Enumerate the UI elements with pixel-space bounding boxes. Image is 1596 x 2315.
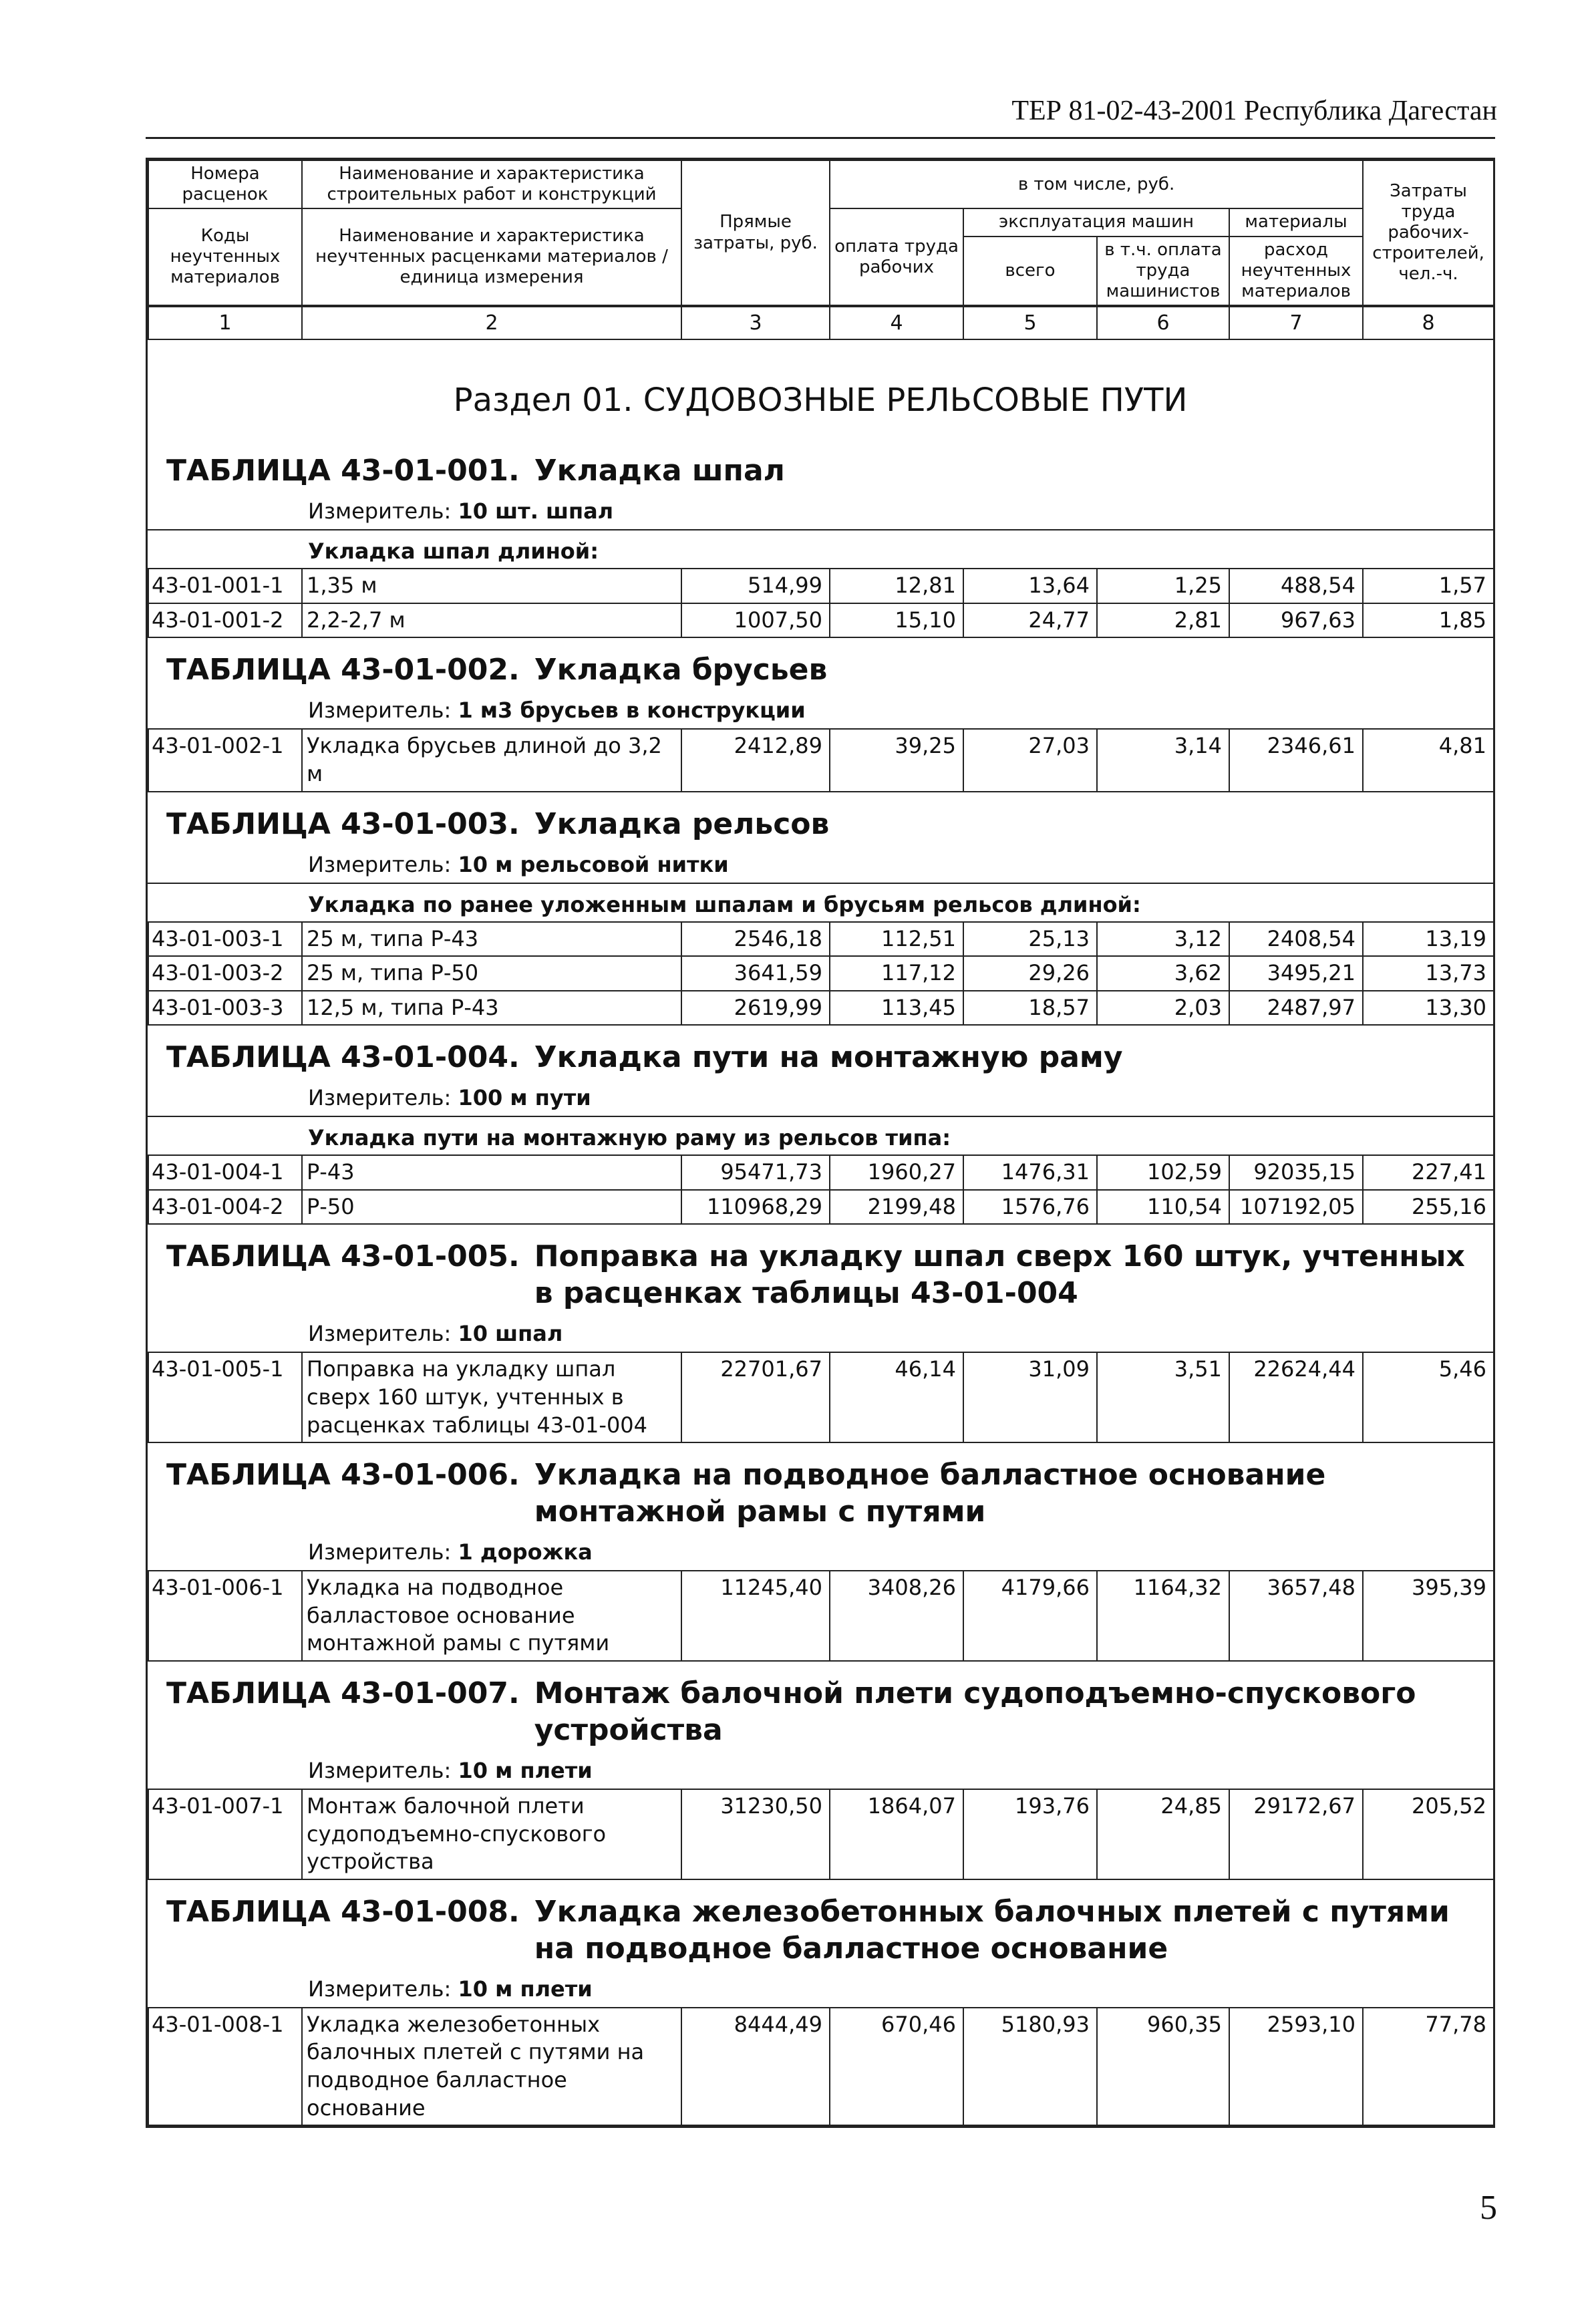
cell-name: Поправка на укладку шпал сверх 160 штук, учтенных в расценках таблицы 43-01-004 <box>302 1352 681 1442</box>
header-materials: материалы <box>1229 208 1363 236</box>
table-row <box>148 1352 1494 1442</box>
cell-code: 43-01-001-1 <box>148 569 302 603</box>
cell-direct: 1007,50 <box>681 603 830 638</box>
rate-rows <box>148 1154 1494 1225</box>
table-row <box>148 603 1494 638</box>
meter-label: Измеритель: <box>308 1085 452 1111</box>
cell-drivers: 1164,32 <box>1097 1571 1229 1661</box>
cell-wage: 2199,48 <box>830 1190 963 1225</box>
cell-materials: 92035,15 <box>1229 1155 1363 1190</box>
table-title <box>148 1026 1493 1081</box>
rate-table-block <box>148 1662 1493 1880</box>
cell-wage: 46,14 <box>830 1352 963 1442</box>
cell-name: 25 м, типа Р-43 <box>302 922 681 957</box>
header-machines: эксплуатация машин <box>963 208 1229 236</box>
cell-drivers: 110,54 <box>1097 1190 1229 1225</box>
cell-wage: 3408,26 <box>830 1571 963 1661</box>
cell-machines: 24,77 <box>963 603 1097 638</box>
table-number: ТАБЛИЦА 43-01-003. <box>166 806 520 841</box>
cell-materials: 967,63 <box>1229 603 1363 638</box>
cell-machines: 29,26 <box>963 956 1097 991</box>
meter-label: Измеритель: <box>308 1976 452 2002</box>
header-driver-wage: в т.ч. оплата труда машинистов <box>1097 237 1229 306</box>
cell-code: 43-01-005-1 <box>148 1352 302 1442</box>
table-caption: Поправка на укладку шпал сверх 160 штук, учтенных в расценках таблицы 43-01-004 <box>534 1239 1465 1311</box>
meter-value: 10 м плети <box>458 1976 593 2002</box>
rate-table-block <box>148 1443 1493 1662</box>
cell-wage: 1864,07 <box>830 1789 963 1879</box>
cell-machines: 4179,66 <box>963 1571 1097 1661</box>
cell-wage: 113,45 <box>830 991 963 1026</box>
rate-rows <box>148 2007 1494 2126</box>
cell-code: 43-01-001-2 <box>148 603 302 638</box>
table-meter <box>148 848 1493 883</box>
meter-label: Измеритель: <box>308 851 452 877</box>
cell-drivers: 24,85 <box>1097 1789 1229 1879</box>
cell-materials: 107192,05 <box>1229 1190 1363 1225</box>
group-heading: Укладка шпал длиной: <box>148 529 1493 568</box>
cell-labor: 227,41 <box>1363 1155 1494 1190</box>
table-number: ТАБЛИЦА 43-01-001. <box>166 454 520 488</box>
cell-drivers: 102,59 <box>1097 1155 1229 1190</box>
rate-table-block <box>148 1880 1493 2126</box>
cell-machines: 18,57 <box>963 991 1097 1026</box>
table-number: ТАБЛИЦА 43-01-006. <box>166 1458 520 1493</box>
cell-direct: 8444,49 <box>681 2008 830 2125</box>
group-heading: Укладка по ранее уложенным шпалам и брусьям рельсов длиной: <box>148 883 1493 921</box>
meter-value: 1 дорожка <box>458 1539 593 1565</box>
cell-machines: 5180,93 <box>963 2008 1097 2125</box>
cell-machines: 13,64 <box>963 569 1097 603</box>
cell-machines: 25,13 <box>963 922 1097 957</box>
table-caption: Монтаж балочной плети судоподъемно-спускового устройства <box>534 1676 1416 1748</box>
header-rate-numbers: Номера расценок <box>148 160 302 208</box>
meter-label: Измеритель: <box>308 1321 452 1347</box>
cell-drivers: 3,12 <box>1097 922 1229 957</box>
table-meter <box>148 1317 1493 1352</box>
rate-rows <box>148 1352 1494 1443</box>
table-meter <box>148 1972 1493 2007</box>
cell-name: Р-50 <box>302 1190 681 1225</box>
cell-code: 43-01-006-1 <box>148 1571 302 1661</box>
table-number: ТАБЛИЦА 43-01-004. <box>166 1040 520 1075</box>
document-title: ТЕР 81-02-43-2001 Республика Дагестан <box>1011 96 1497 126</box>
cell-materials: 2408,54 <box>1229 922 1363 957</box>
cell-materials: 3657,48 <box>1229 1571 1363 1661</box>
table-row <box>148 956 1494 991</box>
page-number: 5 <box>1480 2189 1497 2227</box>
table-caption: Укладка железобетонных балочных плетей с путями на подводное балластное основание <box>534 1894 1450 1966</box>
cell-direct: 110968,29 <box>681 1190 830 1225</box>
cell-drivers: 2,03 <box>1097 991 1229 1026</box>
cell-name: Укладка железобетонных балочных плетей с путями на подводное балластное основание <box>302 2008 681 2125</box>
cell-labor: 395,39 <box>1363 1571 1494 1661</box>
cell-direct: 95471,73 <box>681 1155 830 1190</box>
table-row <box>148 569 1494 603</box>
rate-table-block <box>148 1026 1493 1225</box>
meter-label: Измеритель: <box>308 1758 452 1784</box>
table-row <box>148 1571 1494 1661</box>
cell-labor: 1,57 <box>1363 569 1494 603</box>
cell-labor: 77,78 <box>1363 2008 1494 2125</box>
meter-label: Измеритель: <box>308 498 452 524</box>
cell-materials: 3495,21 <box>1229 956 1363 991</box>
column-number: 5 <box>963 307 1097 339</box>
table-caption: Укладка рельсов <box>534 806 830 841</box>
cell-materials: 2593,10 <box>1229 2008 1363 2125</box>
cell-machines: 1576,76 <box>963 1190 1097 1225</box>
header-material-name: Наименование и характеристика неучтенных расценками материалов / единица измерения <box>302 208 681 305</box>
table-row <box>148 1190 1494 1225</box>
table-title <box>148 1443 1493 1535</box>
cell-materials: 22624,44 <box>1229 1352 1363 1442</box>
group-heading: Укладка пути на монтажную раму из рельсов типа: <box>148 1116 1493 1154</box>
cell-materials: 2346,61 <box>1229 729 1363 791</box>
cell-code: 43-01-003-2 <box>148 956 302 991</box>
cell-direct: 22701,67 <box>681 1352 830 1442</box>
column-number: 6 <box>1097 307 1229 339</box>
header-rule <box>146 137 1495 139</box>
rate-table-block <box>148 1225 1493 1443</box>
table-row <box>148 1789 1494 1879</box>
cell-machines: 193,76 <box>963 1789 1097 1879</box>
column-numbers <box>148 306 1494 340</box>
cell-code: 43-01-004-1 <box>148 1155 302 1190</box>
cell-wage: 117,12 <box>830 956 963 991</box>
header-unaccounted-materials: расход неучтенных материалов <box>1229 237 1363 306</box>
table-title <box>148 1225 1493 1317</box>
meter-value: 1 м3 брусьев в конструкции <box>458 698 806 724</box>
table-row <box>148 729 1494 791</box>
column-number: 3 <box>681 307 830 339</box>
cell-drivers: 3,62 <box>1097 956 1229 991</box>
cell-name: Р-43 <box>302 1155 681 1190</box>
table-title <box>148 792 1493 848</box>
cell-name: 1,35 м <box>302 569 681 603</box>
table-meter <box>148 693 1493 728</box>
cell-drivers: 960,35 <box>1097 2008 1229 2125</box>
table-meter <box>148 1081 1493 1116</box>
table-title <box>148 439 1493 494</box>
header-machines-total: всего <box>963 237 1097 306</box>
cell-direct: 2619,99 <box>681 991 830 1026</box>
cell-machines: 1476,31 <box>963 1155 1097 1190</box>
cell-name: Укладка на подводное балластовое основание монтажной рамы с путями <box>302 1571 681 1661</box>
rate-table-block <box>148 439 1493 638</box>
cell-drivers: 2,81 <box>1097 603 1229 638</box>
cell-name: 25 м, типа Р-50 <box>302 956 681 991</box>
cell-direct: 31230,50 <box>681 1789 830 1879</box>
cell-direct: 514,99 <box>681 569 830 603</box>
cell-machines: 31,09 <box>963 1352 1097 1442</box>
table-row <box>148 922 1494 957</box>
cell-code: 43-01-008-1 <box>148 2008 302 2125</box>
rate-rows <box>148 568 1494 638</box>
meter-value: 10 м плети <box>458 1758 593 1784</box>
table-title <box>148 1880 1493 1972</box>
column-number: 1 <box>148 307 302 339</box>
cell-labor: 255,16 <box>1363 1190 1494 1225</box>
table-row <box>148 2008 1494 2125</box>
cell-wage: 1960,27 <box>830 1155 963 1190</box>
header-direct-costs: Прямые затраты, руб. <box>681 160 830 305</box>
meter-value: 100 м пути <box>458 1085 591 1111</box>
cell-name: 2,2-2,7 м <box>302 603 681 638</box>
table-caption: Укладка брусьев <box>534 653 828 687</box>
rate-table-block <box>148 638 1493 792</box>
cell-drivers: 1,25 <box>1097 569 1229 603</box>
table-number: ТАБЛИЦА 43-01-007. <box>166 1676 520 1711</box>
sheet-body <box>148 340 1493 2126</box>
rate-rows <box>148 1789 1494 1880</box>
cell-labor: 13,30 <box>1363 991 1494 1026</box>
column-header <box>148 160 1494 306</box>
cell-materials: 2487,97 <box>1229 991 1363 1026</box>
column-number: 7 <box>1229 307 1363 339</box>
column-number: 4 <box>830 307 963 339</box>
cell-materials: 488,54 <box>1229 569 1363 603</box>
cell-direct: 3641,59 <box>681 956 830 991</box>
header-work-name: Наименование и характеристика строительных работ и конструкций <box>302 160 681 208</box>
table-caption: Укладка на подводное балластное основание монтажной рамы с путями <box>534 1458 1326 1529</box>
cell-labor: 13,73 <box>1363 956 1494 991</box>
table-title <box>148 638 1493 693</box>
cell-wage: 39,25 <box>830 729 963 791</box>
cell-code: 43-01-003-3 <box>148 991 302 1026</box>
cell-wage: 670,46 <box>830 2008 963 2125</box>
cell-labor: 1,85 <box>1363 603 1494 638</box>
rate-rows <box>148 921 1494 1026</box>
cell-name: 12,5 м, типа Р-43 <box>302 991 681 1026</box>
table-row <box>148 991 1494 1026</box>
cell-direct: 11245,40 <box>681 1571 830 1661</box>
cell-code: 43-01-003-1 <box>148 922 302 957</box>
table-number: ТАБЛИЦА 43-01-008. <box>166 1894 520 1929</box>
table-meter <box>148 1535 1493 1570</box>
cell-name: Монтаж балочной плети судоподъемно-спускового устройства <box>302 1789 681 1879</box>
meter-value: 10 шт. шпал <box>458 498 614 524</box>
cell-code: 43-01-002-1 <box>148 729 302 791</box>
table-row <box>148 1155 1494 1190</box>
cell-labor: 4,81 <box>1363 729 1494 791</box>
rate-table-block <box>148 792 1493 1026</box>
tables-container <box>148 439 1493 2126</box>
table-number: ТАБЛИЦА 43-01-005. <box>166 1239 520 1274</box>
column-number: 8 <box>1363 307 1494 339</box>
table-meter <box>148 494 1493 529</box>
cell-wage: 15,10 <box>830 603 963 638</box>
cell-wage: 12,81 <box>830 569 963 603</box>
cell-labor: 5,46 <box>1363 1352 1494 1442</box>
header-wage: оплата труда рабочих <box>830 208 963 305</box>
table-caption: Укладка пути на монтажную раму <box>534 1040 1123 1075</box>
header-labor-costs: Затраты труда рабочих-строителей, чел.-ч. <box>1363 160 1494 305</box>
header-material-codes: Коды неучтенных материалов <box>148 208 302 305</box>
meter-label: Измеритель: <box>308 698 452 724</box>
cell-labor: 205,52 <box>1363 1789 1494 1879</box>
column-number: 2 <box>302 307 681 339</box>
table-meter <box>148 1754 1493 1789</box>
cell-wage: 112,51 <box>830 922 963 957</box>
cell-drivers: 3,51 <box>1097 1352 1229 1442</box>
meter-label: Измеритель: <box>308 1539 452 1565</box>
table-caption: Укладка шпал <box>534 454 785 488</box>
rate-rows <box>148 728 1494 792</box>
table-number: ТАБЛИЦА 43-01-002. <box>166 653 520 687</box>
meter-value: 10 шпал <box>458 1321 563 1347</box>
rate-rows <box>148 1570 1494 1662</box>
cell-materials: 29172,67 <box>1229 1789 1363 1879</box>
header-including: в том числе, руб. <box>830 160 1363 208</box>
table-title <box>148 1662 1493 1754</box>
cell-machines: 27,03 <box>963 729 1097 791</box>
cell-direct: 2546,18 <box>681 922 830 957</box>
cell-code: 43-01-007-1 <box>148 1789 302 1879</box>
cell-drivers: 3,14 <box>1097 729 1229 791</box>
cell-code: 43-01-004-2 <box>148 1190 302 1225</box>
rates-sheet <box>146 158 1495 2128</box>
section-title: Раздел 01. СУДОВОЗНЫЕ РЕЛЬСОВЫЕ ПУТИ <box>453 381 1188 420</box>
cell-name: Укладка брусьев длиной до 3,2 м <box>302 729 681 791</box>
cell-direct: 2412,89 <box>681 729 830 791</box>
meter-value: 10 м рельсовой нитки <box>458 851 729 877</box>
cell-labor: 13,19 <box>1363 922 1494 957</box>
